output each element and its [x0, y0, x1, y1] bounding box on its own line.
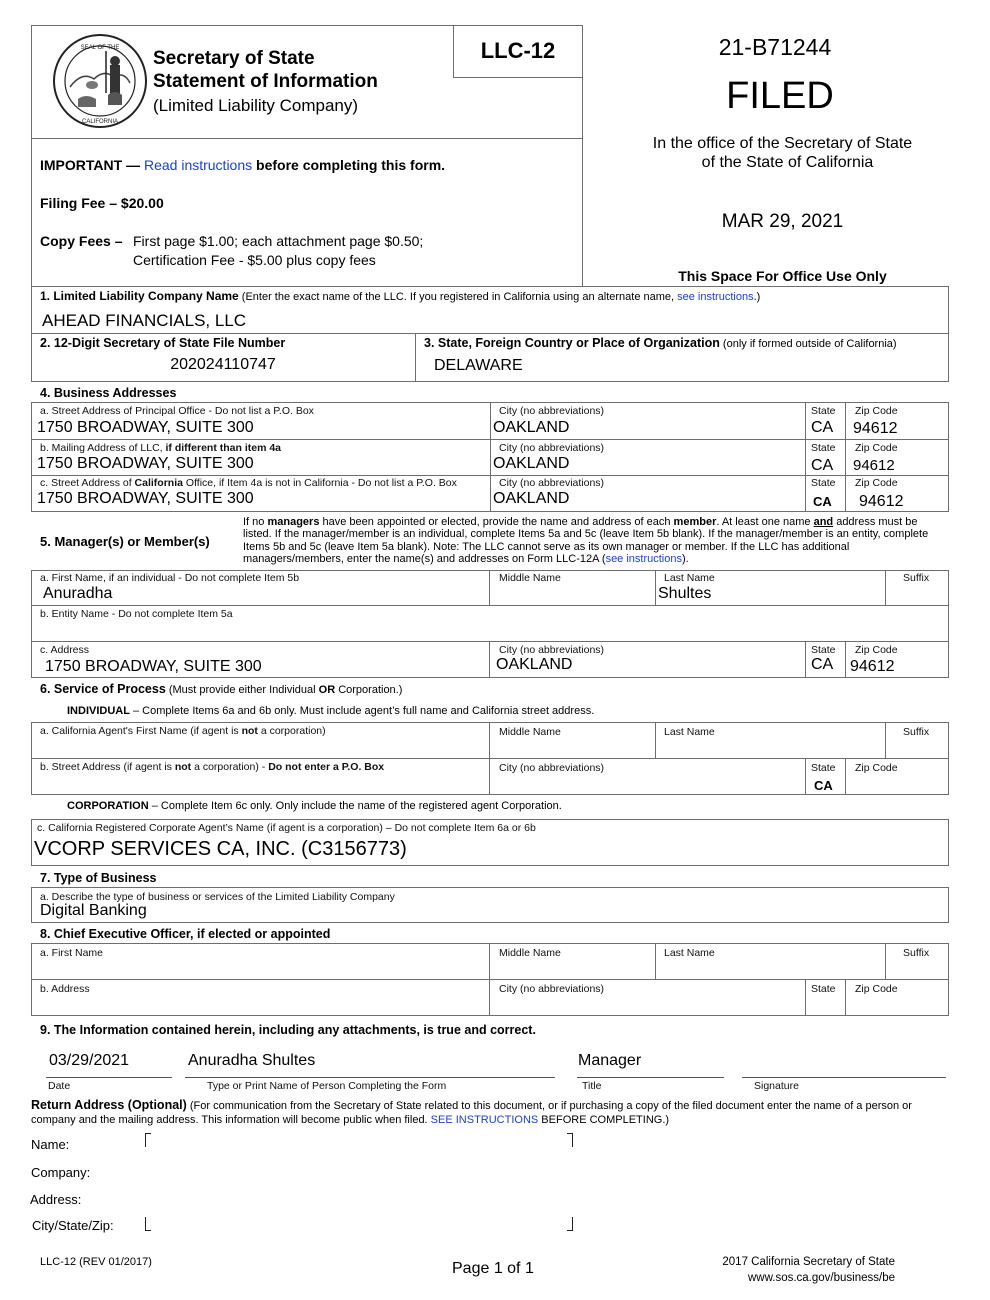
item4b-street-field[interactable]: 1750 BROADWAY, SUITE 300 [37, 455, 254, 472]
item4c-street-field[interactable]: 1750 BROADWAY, SUITE 300 [37, 490, 254, 507]
see-instructions-link[interactable]: see instructions [677, 291, 754, 303]
item6-label: 6. Service of Process (Must provide either Individual OR Corporation.) [40, 682, 403, 696]
item4c-zip-field[interactable]: 94612 [859, 493, 904, 510]
name-caption: Type or Print Name of Person Completing the Form [207, 1080, 447, 1092]
filed-date: MAR 29, 2021 [721, 211, 844, 232]
item5c-zip-label: Zip Code [855, 644, 898, 656]
business-type-field[interactable]: Digital Banking [40, 902, 147, 919]
item1-label: 1. Limited Liability Company Name (Enter the exact name of the LLC. If you registered in California using an alternate name, see instructions.) [40, 289, 761, 303]
title-line1: Secretary of State [153, 48, 315, 69]
item5c-state-field[interactable]: CA [811, 656, 834, 673]
return-name-label: Name: [31, 1137, 70, 1152]
item4a-zip-label: Zip Code [855, 405, 898, 417]
item6a-middle-name-field[interactable] [493, 738, 653, 756]
important-note: IMPORTANT — Read instructions before completing this form. [40, 157, 446, 173]
item8b-state-label: State [811, 983, 836, 995]
corporation-instructions: CORPORATION – Complete Item 6c only. Only include the name of the registered agent Corporation. [67, 800, 562, 812]
item6b-street-field[interactable] [36, 775, 486, 793]
item6b-city-field[interactable] [493, 775, 803, 793]
item8a-first-name-field[interactable] [36, 960, 486, 978]
item5a-first-name-field[interactable]: Anuradha [43, 585, 113, 602]
date-caption: Date [48, 1080, 71, 1092]
office-use-caption: This Space For Office Use Only [678, 268, 887, 284]
item5c-state-label: State [811, 644, 836, 656]
copy-fees-label: Copy Fees – [40, 233, 123, 249]
item4a-zip-field[interactable]: 94612 [853, 420, 898, 437]
item8b-city-label: City (no abbreviations) [499, 983, 605, 995]
item6a-suffix-label: Suffix [903, 726, 930, 738]
title-line2: Statement of Information [153, 71, 378, 92]
item8b-address-field[interactable] [36, 996, 486, 1014]
item8-label: 8. Chief Executive Officer, if elected or appointed [40, 927, 331, 941]
filed-status: FILED [726, 75, 834, 117]
item5c-label: c. Address [40, 644, 90, 656]
return-address-window[interactable] [145, 1133, 573, 1231]
item4b-state-label: State [811, 442, 836, 454]
item9-label: 9. The Information contained herein, including any attachments, is true and correct. [40, 1023, 536, 1037]
item6a-middle-label: Middle Name [499, 726, 561, 738]
item6c-agent-name-field[interactable]: VCORP SERVICES CA, INC. (C3156773) [34, 838, 407, 860]
return-csz-label: City/State/Zip: [32, 1218, 114, 1233]
item4b-zip-label: Zip Code [855, 442, 898, 454]
item5c-city-field[interactable]: OAKLAND [496, 656, 573, 673]
item8b-zip-label: Zip Code [855, 983, 898, 995]
item8a-middle-name-field[interactable] [493, 960, 653, 978]
item4c-label: c. Street Address of California Office, if Item 4a is not in California - Do not list a P.O. Box [40, 477, 457, 489]
title-field[interactable]: Manager [578, 1052, 642, 1069]
individual-instructions: INDIVIDUAL – Complete Items 6a and 6b only. Must include agent’s full name and California street address. [67, 705, 595, 717]
footer-copyright: 2017 California Secretary of State [722, 1256, 895, 1268]
item8a-suffix-label: Suffix [903, 947, 930, 959]
title-caption: Title [582, 1080, 602, 1092]
item3-label: 3. State, Foreign Country or Place of Organization (only if formed outside of California) [424, 336, 897, 350]
item6b-label: b. Street Address (if agent is not a corporation) - Do not enter a P.O. Box [40, 761, 385, 773]
item6b-state-field[interactable]: CA [814, 778, 833, 793]
item4a-street-field[interactable]: 1750 BROADWAY, SUITE 300 [37, 419, 254, 436]
item6b-zip-label: Zip Code [855, 762, 898, 774]
state-seal-icon [52, 33, 148, 129]
item5a-suffix-label: Suffix [903, 572, 930, 584]
return-address-note: Return Address (Optional) (For communication from the Secretary of State related to this document, or if purchasing a copy of the filed document enter the name of a person or company and the mailing address. This information will become public when filed. SEE INSTRUCTIONS BEFORE COMPLETING.) [31, 1098, 912, 1126]
filing-fee: Filing Fee – $20.00 [40, 195, 164, 211]
item7a-label: a. Describe the type of business or services of the Limited Liability Company [40, 891, 395, 903]
copy-fees-line2: Certification Fee - $5.00 plus copy fees [133, 252, 376, 268]
item5a-middle-label: Middle Name [499, 572, 561, 584]
svg-text:SEAL OF THE: SEAL OF THE [80, 45, 120, 51]
item8a-middle-label: Middle Name [499, 947, 561, 959]
llc-name-field[interactable]: AHEAD FINANCIALS, LLC [42, 311, 247, 330]
item7-label: 7. Type of Business [40, 871, 157, 885]
item6b-city-label: City (no abbreviations) [499, 762, 605, 774]
printed-name-field[interactable]: Anuradha Shultes [188, 1052, 316, 1069]
return-see-instructions-link[interactable]: SEE INSTRUCTIONS [430, 1114, 539, 1126]
item5a-last-name-field[interactable]: Shultes [658, 585, 712, 602]
item4c-state-field[interactable]: CA [813, 494, 832, 509]
item4a-city-field[interactable]: OAKLAND [493, 419, 570, 436]
item4b-city-field[interactable]: OAKLAND [493, 455, 570, 472]
item4a-label: a. Street Address of Principal Office - Do not list a P.O. Box [40, 405, 314, 417]
item4c-city-field[interactable]: OAKLAND [493, 490, 570, 507]
return-address-label: Address: [30, 1192, 82, 1207]
date-field[interactable]: 03/29/2021 [49, 1052, 130, 1069]
item6a-last-label: Last Name [664, 726, 715, 738]
item4a-city-label: City (no abbreviations) [499, 405, 605, 417]
item8b-state-field[interactable] [808, 996, 843, 1014]
read-instructions-link[interactable]: Read instructions [143, 157, 253, 173]
office-line2: of the State of California [701, 154, 874, 171]
item8a-last-label: Last Name [664, 947, 715, 959]
item8a-suffix-field[interactable] [889, 960, 947, 978]
item5c-city-label: City (no abbreviations) [499, 644, 605, 656]
footer-url: www.sos.ca.gov/business/be [747, 1272, 895, 1284]
item5b-label: b. Entity Name - Do not complete Item 5a [40, 608, 233, 620]
form-revision: LLC-12 (REV 01/2017) [40, 1256, 152, 1268]
item4b-state-field[interactable]: CA [811, 457, 834, 474]
file-number-field[interactable]: 202024110747 [170, 356, 276, 373]
title-line3: (Limited Liability Company) [153, 96, 359, 115]
item8b-city-field[interactable] [493, 996, 803, 1014]
signature-field[interactable] [742, 1052, 946, 1076]
return-company-label: Company: [31, 1165, 91, 1180]
item8a-label: a. First Name [40, 947, 104, 959]
item6b-zip-field[interactable] [849, 775, 947, 793]
form-code: LLC-12 [480, 38, 556, 63]
item4a-state-field[interactable]: CA [811, 419, 834, 436]
item6a-first-name-field[interactable] [36, 738, 486, 756]
item6a-suffix-field[interactable] [889, 738, 947, 756]
item5a-label: a. First Name, if an individual - Do not complete Item 5b [40, 572, 300, 584]
item5-label: 5. Manager(s) or Member(s) [40, 534, 210, 549]
copy-fees-line1: First page $1.00; each attachment page $0.50; [133, 233, 424, 249]
item5c-zip-field[interactable]: 94612 [850, 658, 895, 675]
item2-label: 2. 12-Digit Secretary of State File Number [40, 336, 286, 350]
item5-see-instructions-link[interactable]: see instructions [605, 553, 682, 566]
office-line1: In the office of the Secretary of State [652, 135, 913, 152]
item5-instructions: If no managers have been appointed or elected, provide the name and address of each member. At least one name and address must be listed. If the manager/member is an individual, complete Items 5a and 5c (leave Item 5b blank). If the manager/member is an entity, complete Items 5b and 5c (leave Item 5a blank). Note: The LLC cannot serve as its own manager or member. If the LLC has additional managers/members, enter the name(s) and addresses on Form LLC-12A (see instructions). [243, 516, 929, 566]
item4b-zip-field[interactable]: 94612 [853, 457, 895, 474]
document-number: 21-B71244 [718, 34, 832, 60]
item8b-label: b. Address [40, 983, 90, 995]
item6a-last-name-field[interactable] [659, 738, 883, 756]
item6b-state-label: State [811, 762, 836, 774]
item4c-city-label: City (no abbreviations) [499, 477, 605, 489]
item5c-street-field[interactable]: 1750 BROADWAY, SUITE 300 [45, 658, 262, 675]
item4b-city-label: City (no abbreviations) [499, 442, 605, 454]
item6c-label: c. California Registered Corporate Agent’s Name (if agent is a corporation) – Do not complete Item 6a or 6b [37, 822, 536, 834]
item8b-zip-field[interactable] [849, 996, 947, 1014]
item4a-state-label: State [811, 405, 836, 417]
item6a-label: a. California Agent's First Name (if agent is not a corporation) [40, 725, 326, 737]
item4-label: 4. Business Addresses [40, 386, 177, 400]
item5a-last-label: Last Name [664, 572, 715, 584]
signature-caption: Signature [754, 1080, 799, 1092]
page-number: Page 1 of 1 [452, 1260, 534, 1277]
item4c-state-label: State [811, 477, 836, 489]
svg-text:CALIFORNIA: CALIFORNIA [81, 119, 119, 125]
item4c-zip-label: Zip Code [855, 477, 898, 489]
place-of-organization-field[interactable]: DELAWARE [434, 357, 523, 374]
item4b-label: b. Mailing Address of LLC, if different than item 4a [40, 442, 281, 454]
item8a-last-name-field[interactable] [659, 960, 883, 978]
